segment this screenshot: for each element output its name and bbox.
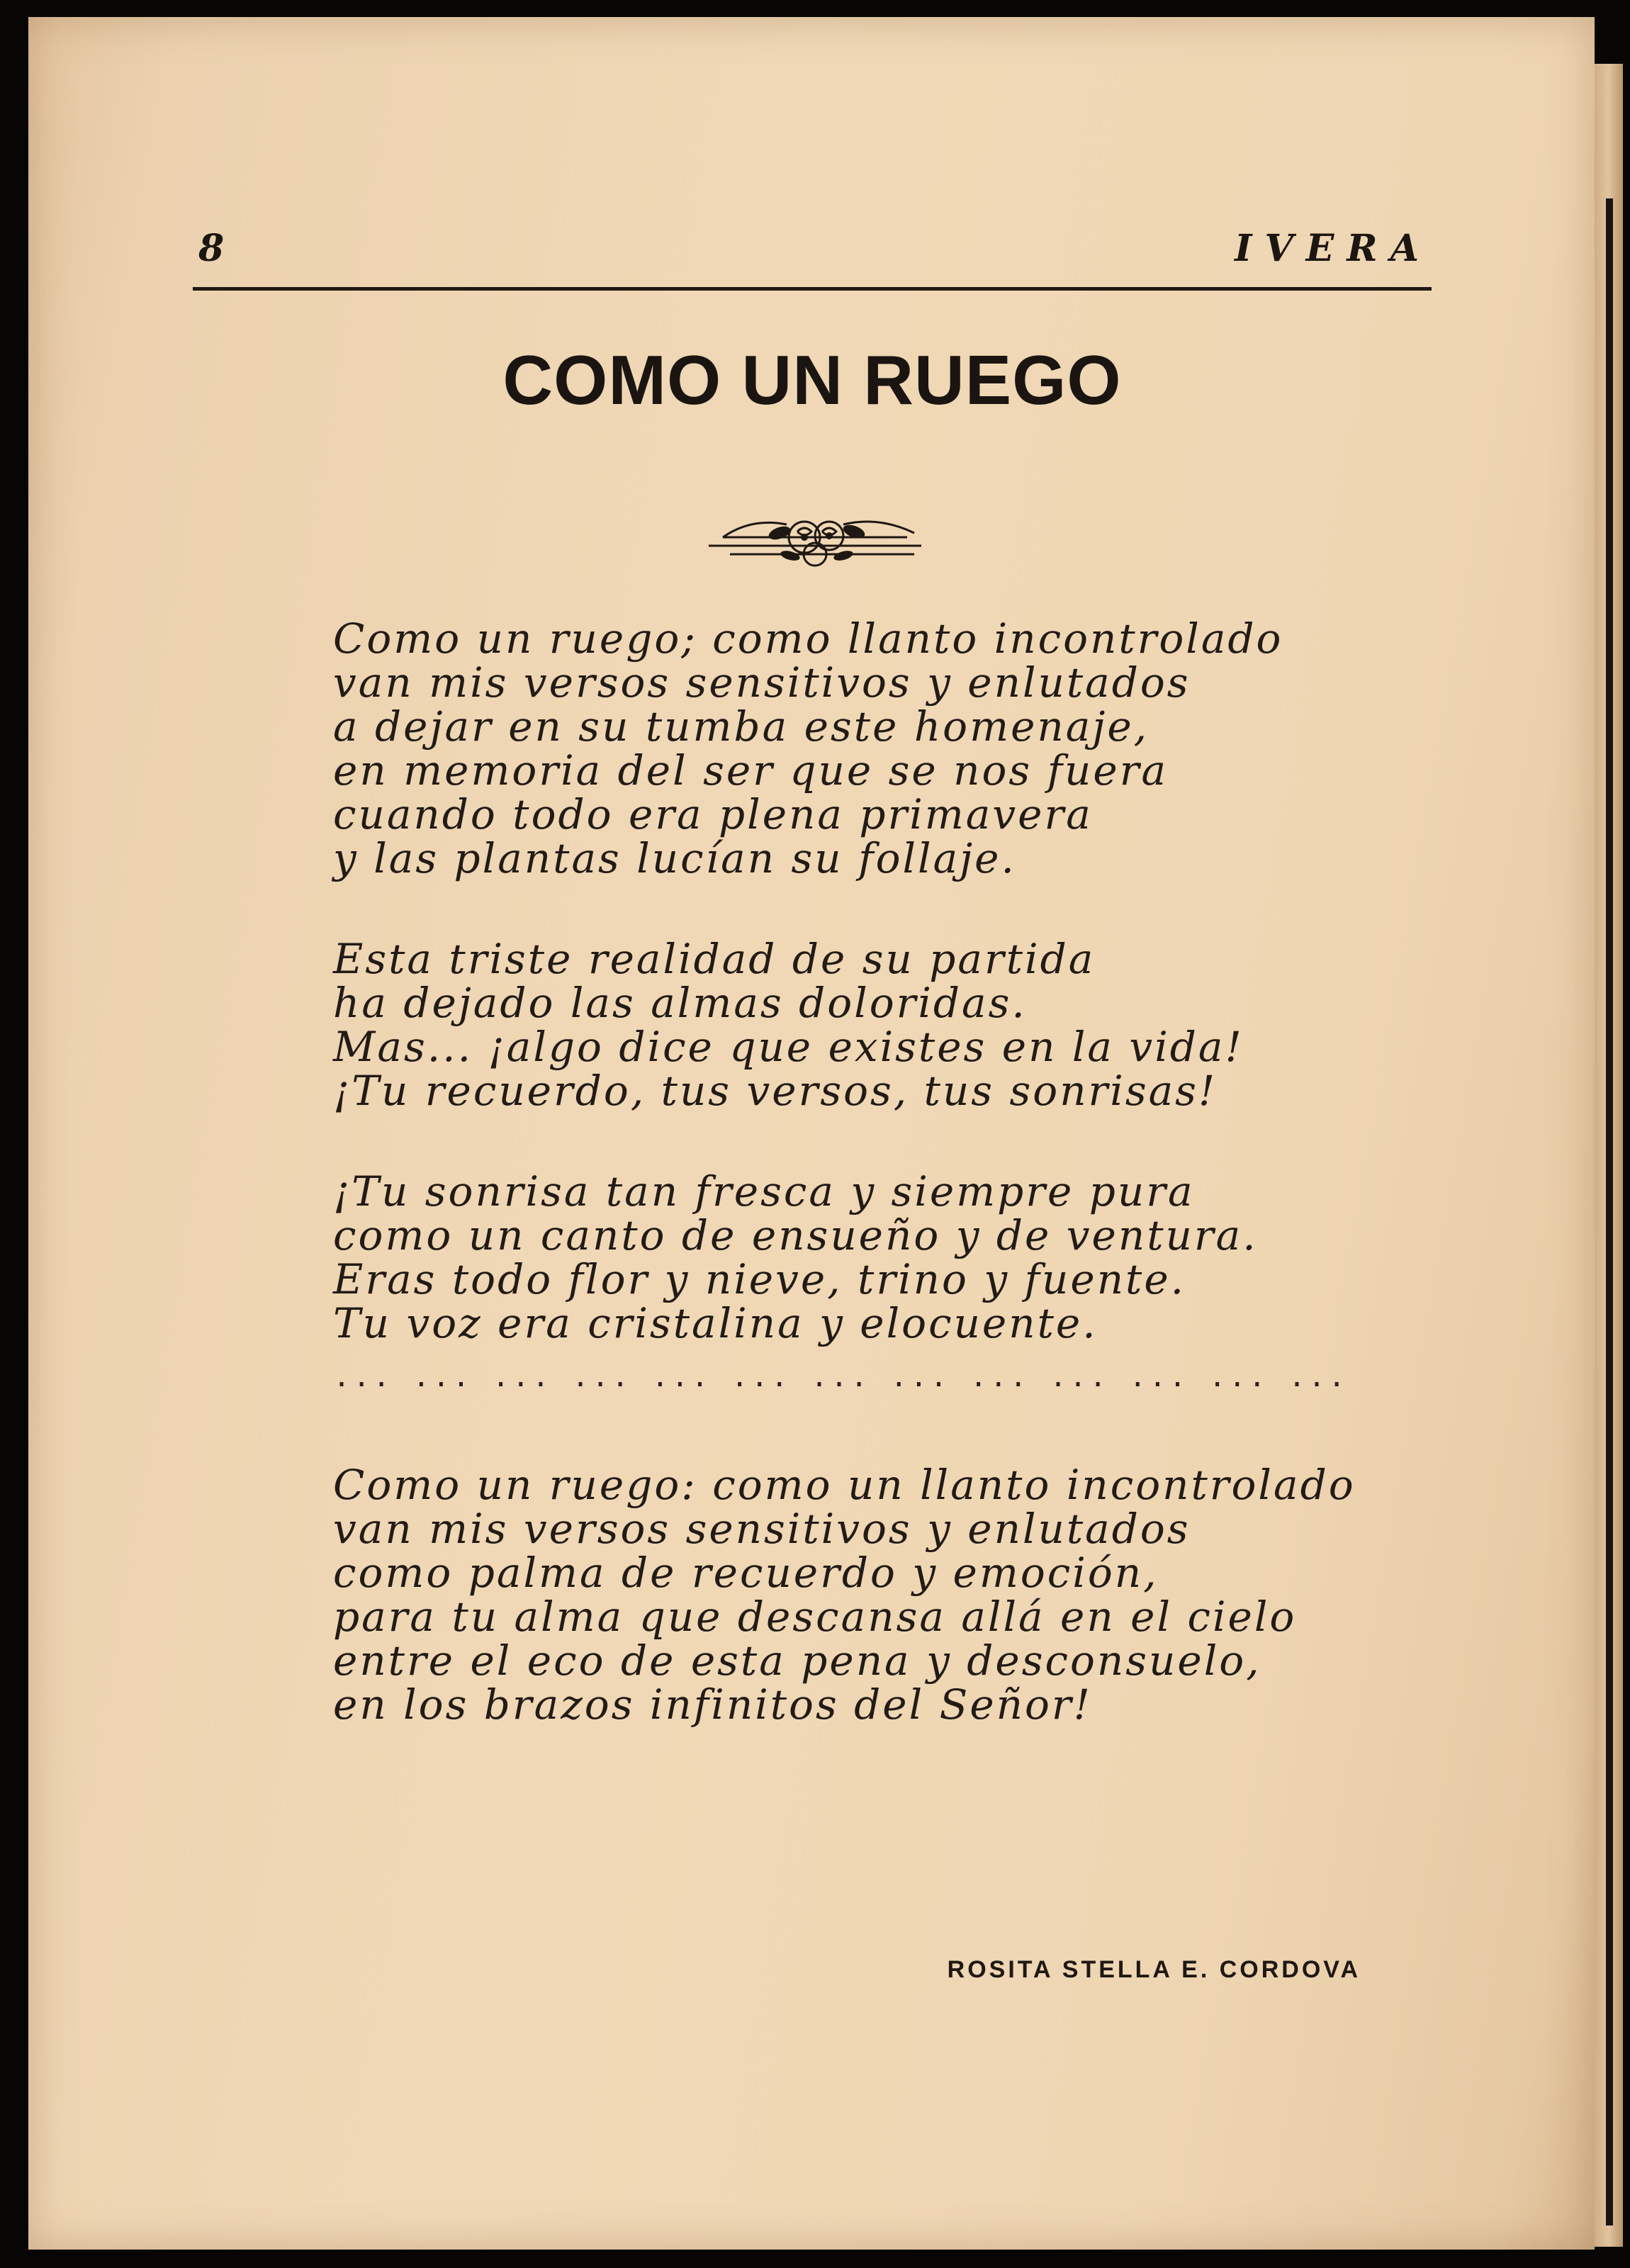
verse: en memoria del ser que se nos fuera (333, 746, 1169, 795)
author-signature: ROSITA STELLA E. CORDOVA (947, 1956, 1361, 1983)
dotted-separator: ... ... ... ... ... ... ... ... ... ... ... ... ... (333, 1361, 1349, 1393)
floral-ornament-icon (702, 496, 928, 574)
verse: Como un ruego; como llanto incontrolado (333, 614, 1283, 663)
verse: van mis versos sensitivos y enlutados (333, 1505, 1191, 1553)
stanza (333, 1169, 1396, 1345)
stanza (333, 1463, 1396, 1727)
running-header (163, 227, 1432, 284)
verse: ¡Tu recuerdo, tus versos, tus sonrisas! (333, 1067, 1218, 1115)
verse: Como un ruego: como un llanto incontrolado (333, 1461, 1356, 1509)
header-rule (193, 287, 1432, 291)
verse: Esta triste realidad de su partida (333, 935, 1096, 983)
verse: ¡Tu sonrisa tan fresca y siempre pura (333, 1167, 1195, 1216)
verse: y las plantas lucían su follaje. (333, 834, 1016, 882)
verse: Mas... ¡algo dice que existes en la vida! (333, 1023, 1244, 1071)
verse: como palma de recuerdo y emoción, (333, 1549, 1159, 1597)
verse: en los brazos infinitos del Señor! (333, 1680, 1092, 1729)
verse: cuando todo era plena primavera (333, 790, 1093, 838)
adjacent-page-border (1606, 198, 1613, 2225)
verse: Eras todo flor y nieve, trino y fuente. (333, 1255, 1186, 1303)
stanza (333, 614, 1396, 882)
verse: como un canto de ensueño y de ventura. (333, 1211, 1258, 1259)
poem-body (333, 614, 1396, 1729)
verse: a dejar en su tumba este homenaje, (333, 702, 1150, 751)
verse: van mis versos sensitivos y enlutados (333, 658, 1191, 707)
verse: para tu alma que descansa allá en el cielo (333, 1593, 1297, 1641)
stanza (333, 937, 1396, 1113)
verse: ha dejado las almas doloridas. (333, 979, 1027, 1027)
verse: entre el eco de esta pena y desconsuelo, (333, 1637, 1261, 1685)
poem-title: COMO UN RUEGO (502, 341, 1122, 419)
page-number: 8 (198, 227, 225, 270)
verse: Tu voz era cristalina y elocuente. (333, 1299, 1098, 1347)
journal-name: IVERA (1235, 227, 1432, 270)
